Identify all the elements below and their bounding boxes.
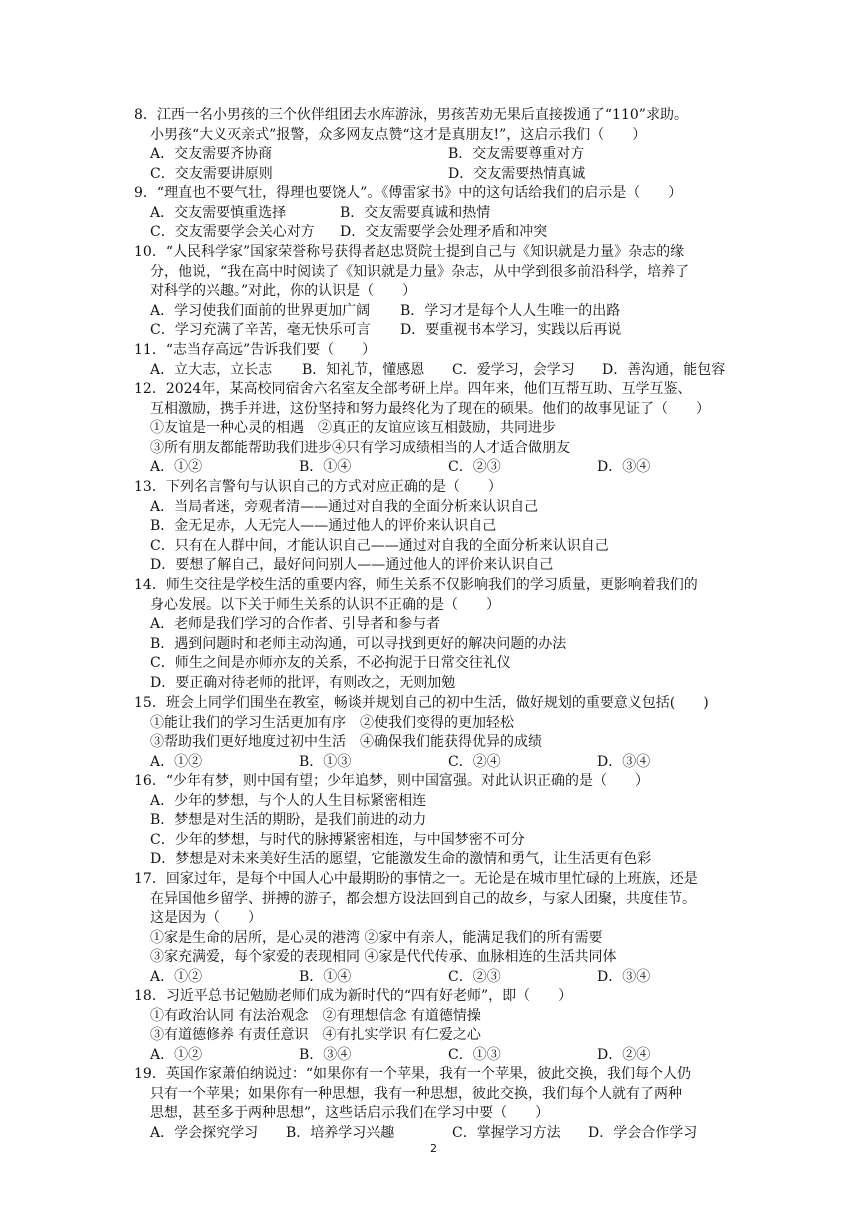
question-9	[134, 184, 746, 243]
option-c: C．少年的梦想，与时代的脉搏紧密相连，与中国梦密不可分	[150, 831, 525, 848]
question-stem-line: 10．“人民科学家”国家荣誉称号获得者赵忠贤院士提到自己与《知识就是力量》杂志的缘	[134, 244, 685, 260]
option-row	[134, 321, 746, 341]
page-number: 2	[430, 1142, 437, 1155]
question-stem-line: 思想，甚至多于两种思想”，这些话启示我们在学习中要（ ）	[150, 1105, 550, 1122]
statement-line: ③帮助我们更好地度过初中生活 ④确保我们能获得优异的成绩	[150, 734, 542, 751]
option-row	[134, 165, 746, 185]
question-12	[134, 380, 746, 478]
question-18	[134, 987, 746, 1065]
question-stem-line: 16．“少年有梦，则中国有望；少年追梦，则中国富强。对此认识正确的是（ ）	[134, 773, 649, 789]
option-c: C．②④	[448, 753, 501, 770]
statement-line: ③所有朋友都能帮助我们进步④只有学习成绩相当的人才适合做朋友	[150, 439, 570, 456]
option-row	[134, 1124, 746, 1144]
option-b: B．①④	[299, 968, 352, 985]
question-13	[134, 478, 746, 576]
option-row	[134, 968, 746, 988]
question-stem-line: 14．师生交往是学校生活的重要内容，师生关系不仅影响我们的学习质量，更影响着我们的	[134, 577, 698, 593]
question-8	[134, 106, 746, 184]
statement-line: ①家是生命的居所，是心灵的港湾 ②家中有亲人，能满足我们的所有需要	[150, 929, 603, 946]
option-c: C．交友需要讲原则	[150, 165, 273, 182]
statement-line: ①有政治认同 有法治观念 ②有理想信念 有道德情操	[150, 1007, 481, 1024]
option-d: D．③④	[597, 753, 651, 770]
option-row	[134, 204, 746, 224]
option-d: D．②④	[597, 1046, 651, 1063]
question-stem-line: 17．回家过年，是每个中国人心中最期盼的事情之一。无论是在城市里忙碌的上班族，还是	[134, 871, 698, 887]
option-a: A．交友需要齐协商	[150, 146, 273, 163]
option-row	[134, 1046, 746, 1066]
option-b: B．③④	[299, 1046, 352, 1063]
option-a: A．学习使我们面前的世界更加广阔	[150, 302, 371, 319]
option-row	[134, 145, 746, 165]
question-17	[134, 870, 746, 988]
option-d: D．梦想是对未来美好生活的愿望，它能激发生命的激情和勇气，让生活更有色彩	[150, 851, 652, 868]
option-c: C．师生之间是亦师亦友的关系，不必拘泥于日常交往礼仪	[150, 655, 511, 672]
option-a: A．①②	[150, 753, 203, 770]
option-d: D．交友需要热情真诚	[448, 165, 586, 182]
option-c: C．学习充满了辛苦，毫无快乐可言	[150, 322, 371, 339]
option-d: D．③④	[597, 459, 651, 476]
option-b: B．学习才是每个人人生唯一的出路	[400, 302, 621, 319]
question-stem-line: 11．“志当存高远”告诉我们要（ ）	[134, 342, 377, 358]
question-15	[134, 694, 746, 772]
question-stem-line: 15．班会上同学们围坐在教室，畅谈并规划自己的初中生活，做好规划的重要意义包括( )	[134, 695, 709, 711]
question-stem-line: 12．2024年，某高校同宿舍六名室友全部考研上岸。四年来，他们互帮互助、互学互鉴、	[134, 381, 692, 397]
question-16	[134, 772, 746, 870]
option-row	[134, 302, 746, 322]
option-a: A．立大志，立长志	[150, 361, 273, 378]
question-stem-line: 13．下列名言警句与认识自己的方式对应正确的是（ ）	[134, 479, 502, 495]
question-stem-line: 在异国他乡留学、拼搏的游子，都会想方设法回到自己的故乡，与家人团聚，共度佳节。	[150, 890, 696, 907]
option-row	[134, 223, 746, 243]
question-stem-line: 小男孩“大义灭亲式”报警，众多网友点赞“这才是真朋友!”，这启示我们（ ）	[150, 126, 647, 143]
question-stem-line: 这是因为（ ）	[150, 910, 262, 927]
question-stem-line: 18．习近平总书记勉励老师们成为新时代的“四有好老师”，即（ ）	[134, 988, 573, 1004]
option-d: D．③④	[597, 968, 651, 985]
option-b: B．知礼节，懂感恩	[302, 361, 425, 378]
option-row	[134, 361, 746, 381]
option-row	[134, 753, 746, 773]
option-b: B．遇到问题时和老师主动沟通，可以寻找到更好的解决问题的办法	[150, 635, 567, 652]
option-d: D．要重视书本学习，实践以后再说	[400, 322, 622, 339]
option-d: D．要想了解自己，最好问问别人——通过他人的评价来认识自己	[150, 557, 554, 574]
option-c: C．①③	[448, 1046, 501, 1063]
option-d: D．交友需要学会处理矛盾和冲突	[340, 224, 548, 241]
option-b: B．梦想是对生活的期盼，是我们前进的动力	[150, 812, 427, 829]
statement-line: ①友谊是一种心灵的相遇 ②真正的友谊应该互相鼓励，共同进步	[150, 420, 556, 437]
question-stem-line: 互相激励，携手并进，这份坚持和努力最终化为了现在的硕果。他们的故事见证了（ ）	[150, 400, 710, 417]
option-c: C．掌握学习方法	[452, 1124, 561, 1141]
question-stem-line: 19．英国作家萧伯纳说过：“如果你有一个苹果，我有一个苹果，彼此交换，我们每个人仍	[134, 1066, 691, 1082]
option-b: B．金无足赤，人无完人——通过他人的评价来认识自己	[150, 518, 497, 535]
option-c: C．②③	[448, 459, 501, 476]
option-b: B．培养学习兴趣	[286, 1124, 395, 1141]
option-a: A．当局者迷，旁观者清——通过对自我的全面分析来认识自己	[150, 498, 539, 515]
statement-line: ③家充满爱，每个家爱的表现相同 ④家是代代传承、血脉相连的生活共同体	[150, 949, 617, 966]
option-a: A．学会探究学习	[150, 1124, 259, 1141]
option-a: A．①②	[150, 968, 203, 985]
question-stem-line: 8．江西一名小男孩的三个伙伴组团去水库游泳，男孩苦劝无果后直接拨通了“110”求助。	[134, 107, 688, 123]
option-c: C．交友需要学会关心对方	[150, 224, 315, 241]
option-b: B．①③	[299, 753, 352, 770]
option-d: D．善沟通，能包容	[602, 361, 726, 378]
option-b: B．①④	[299, 459, 352, 476]
option-a: A．老师是我们学习的合作者、引导者和参与者	[150, 616, 441, 633]
question-11	[134, 341, 746, 380]
option-a: A．少年的梦想，与个人的人生目标紧密相连	[150, 792, 427, 809]
option-b: B．交友需要尊重对方	[448, 146, 585, 163]
option-c: C．只有在人群中间，才能认识自己——通过对自我的全面分析来认识自己	[150, 537, 609, 554]
question-stem-line: 只有一个苹果；如果你有一种思想，我有一种思想，彼此交换，我们每个人就有了两种	[150, 1085, 682, 1102]
statement-line: ①能让我们的学习生活更加有序 ②使我们变得的更加轻松	[150, 714, 514, 731]
question-19	[134, 1065, 746, 1143]
question-10	[134, 243, 746, 341]
option-a: A．①②	[150, 1046, 203, 1063]
option-d: D．学会合作学习	[588, 1124, 698, 1141]
option-row	[134, 458, 746, 478]
statement-line: ③有道德修养 有责任意识 ④有扎实学识 有仁爱之心	[150, 1027, 481, 1044]
option-c: C．爱学习，会学习	[452, 361, 575, 378]
question-stem-line: 对科学的兴趣。”对此，你的认识是（ ）	[150, 283, 417, 300]
question-14	[134, 576, 746, 694]
option-d: D．要正确对待老师的批评，有则改之，无则加勉	[150, 674, 456, 691]
question-stem-line: 分，他说，“我在高中时阅读了《知识就是力量》杂志，从中学到很多前沿科学，培养了	[150, 263, 690, 280]
option-b: B．交友需要真诚和热情	[340, 204, 491, 221]
option-c: C．②③	[448, 968, 501, 985]
question-stem-line: 身心发展。以下关于师生关系的认识不正确的是（ ）	[150, 596, 500, 613]
option-a: A．交友需要慎重选择	[150, 204, 287, 221]
option-a: A．①②	[150, 459, 203, 476]
question-stem-line: 9．“理直也不要气壮，得理也要饶人”。《傅雷家书》中的这句话给我们的启示是（ ）	[134, 185, 683, 201]
